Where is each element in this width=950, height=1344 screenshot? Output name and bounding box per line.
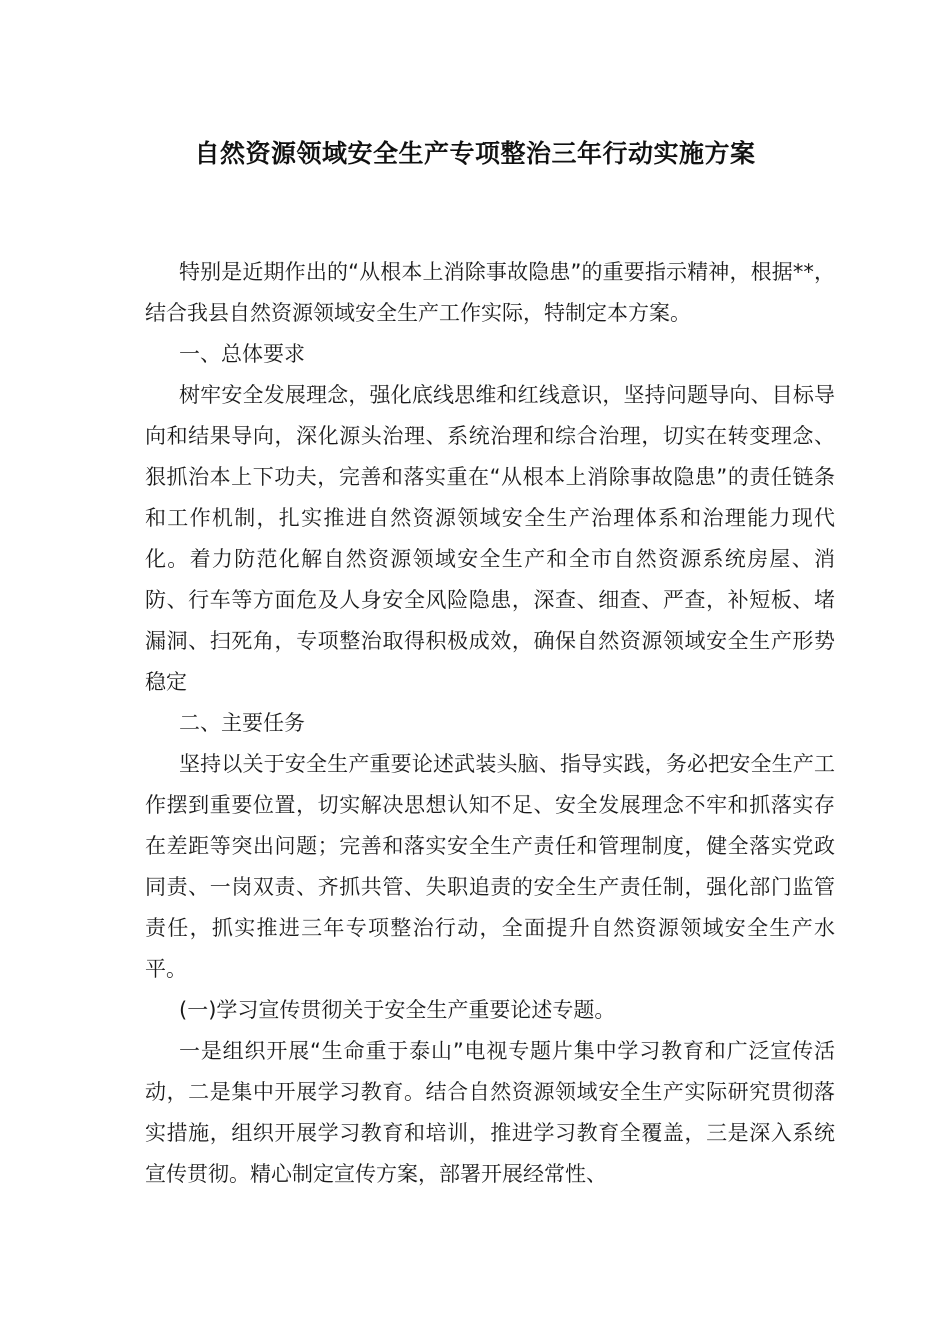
document-body <box>145 252 835 1195</box>
paragraph-general-requirements: 树牢安全发展理念，强化底线思维和红线意识，坚持问题导向、目标导向和结果导向，深化源头治理、系统治理和综合治理，切实在转变理念、狠抓治本上下功夫，完善和落实重在“从根本上消除事故隐患”的责任链条和工作机制，扎实推进自然资源领域安全生产治理体系和治理能力现代化。着力防范化解自然资源领域安全生产和全市自然资源系统房屋、消防、行车等方面危及人身安全风险隐患，深查、细查、严查，补短板、堵漏洞、扫死角，专项整治取得积极成效，确保自然资源领域安全生产形势稳定 <box>145 383 835 694</box>
document-title: 自然资源领域安全生产专项整治三年行动实施方案 <box>194 139 756 168</box>
section-heading-main-tasks: 二、主要任务 <box>179 711 305 735</box>
paragraph-main-tasks: 坚持以关于安全生产重要论述武装头脑、指导实践，务必把安全生产工作摆到重要位置，切实解决思想认知不足、安全发展理念不牢和抓落实存在差距等突出问题；完善和落实安全生产责任和管理制度，健全落实党政同责、一岗双责、齐抓共管、失职追责的安全生产责任制，强化部门监管责任，抓实推进三年专项整治行动，全面提升自然资源领域安全生产水平。 <box>145 752 835 981</box>
paragraph-intro: 特别是近期作出的“从根本上消除事故隐患”的重要指示精神，根据**，结合我县自然资源领域安全生产工作实际，特制定本方案。 <box>145 260 835 325</box>
subsection-heading-1: (一)学习宣传贯彻关于安全生产重要论述专题。 <box>179 998 616 1022</box>
section-heading-general-requirements: 一、总体要求 <box>179 342 305 366</box>
paragraph-subsection-1: 一是组织开展“生命重于泰山”电视专题片集中学习教育和广泛宣传活动，二是集中开展学习教育。结合自然资源领域安全生产实际研究贯彻落实措施，组织开展学习教育和培训，推进学习教育全覆盖，三是深入系统宣传贯彻。精心制定宣传方案，部署开展经常性、 <box>145 1039 835 1186</box>
